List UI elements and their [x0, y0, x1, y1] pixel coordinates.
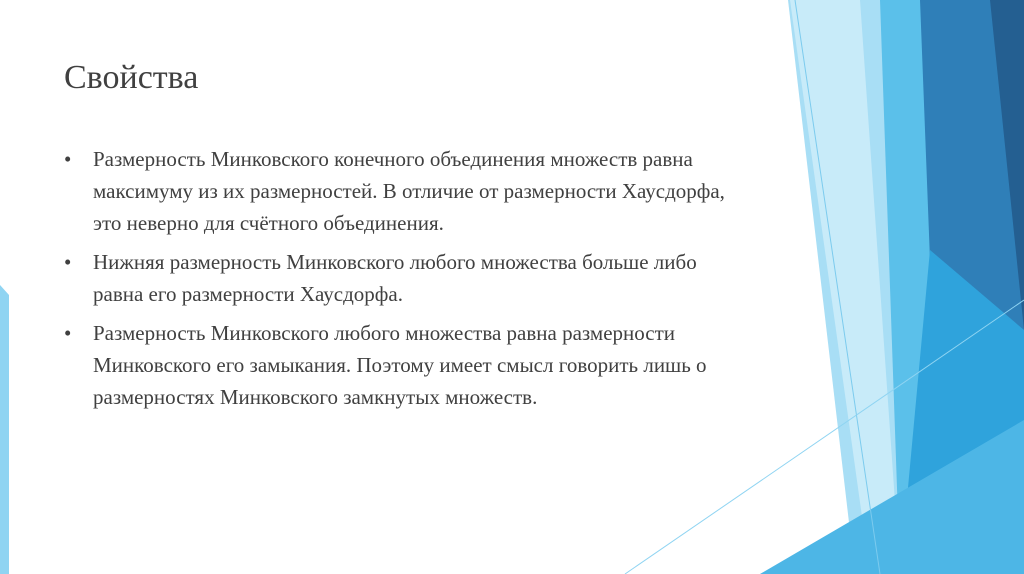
- bullet-item: [64, 143, 744, 239]
- bullet-marker: •: [64, 250, 72, 274]
- bullet-list: [64, 143, 744, 420]
- bullet-item: [64, 317, 744, 413]
- bullet-text: Размерность Минковского любого множества равна размерности Минковского его замыкания. Поэтому имеет смысл говорить лишь о размерностях Минковского замкнутых множеств.: [93, 321, 707, 409]
- bullet-text: Нижняя размерность Минковского любого множества больше либо равна его размерности Хаусдорфа.: [93, 250, 697, 306]
- bullet-marker: •: [64, 321, 72, 345]
- bullet-item: [64, 246, 744, 310]
- bullet-marker: •: [64, 147, 72, 171]
- bullet-text: Размерность Минковского конечного объединения множеств равна максимуму из их размерностей. В отличие от размерности Хаусдорфа, это неверно для счётного объединения.: [93, 147, 725, 235]
- left-edge-shape: [0, 285, 9, 574]
- slide-title: Свойства: [64, 59, 199, 96]
